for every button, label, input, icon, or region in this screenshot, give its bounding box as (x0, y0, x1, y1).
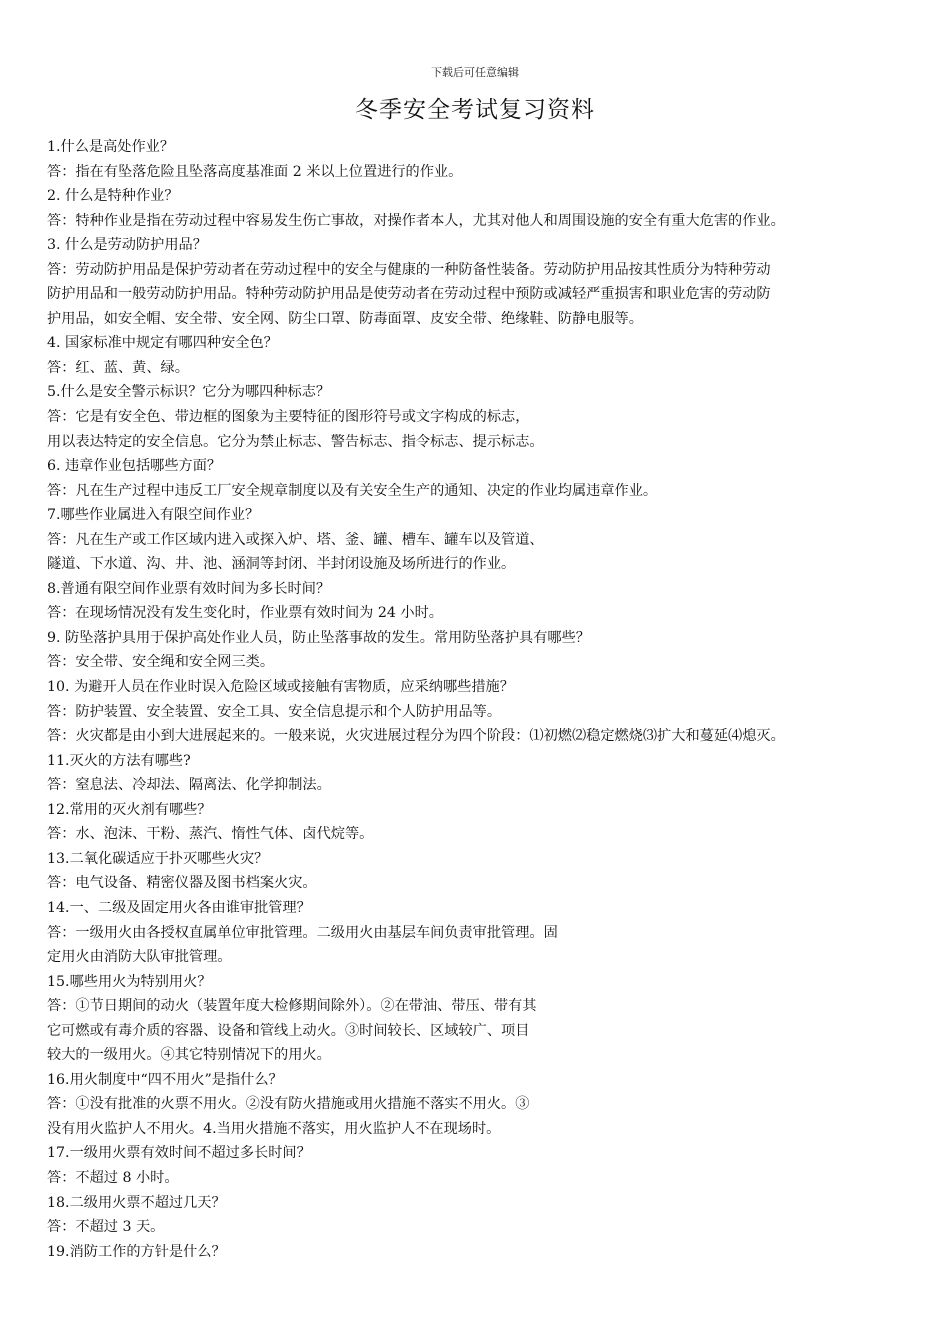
text-line: 答：①没有批准的火票不用火。②没有防火措施或用火措施不落实不用火。③ (47, 1096, 530, 1113)
text-line: 7.哪些作业属进入有限空间作业？ (47, 507, 260, 524)
text-line: 14.一、二级及固定用火各由谁审批管理？ (47, 899, 311, 916)
text-line: 16.用火制度中“四不用火”是指什么？ (47, 1071, 283, 1088)
text-line: 答：特种作业是指在劳动过程中容易发生伤亡事故，对操作者本人，尤其对他人和周围设施的安全有重大危害的作业。 (47, 212, 785, 229)
text-line: 2. 什么是特种作业？ (47, 188, 179, 205)
text-line: 13.二氧化碳适应于扑灭哪些火灾？ (47, 850, 269, 867)
text-line: 答：不超过 8 小时。 (47, 1169, 179, 1186)
text-line: 它可燃或有毒介质的容器、设备和管线上动火。③时间较长、区域较广、项目 (47, 1022, 530, 1039)
text-line: 答：指在有坠落危险且坠落高度基准面 2 米以上位置进行的作业。 (47, 163, 463, 180)
text-line: 11.灭火的方法有哪些? (47, 752, 191, 769)
document-body (47, 135, 917, 1264)
text-line: 答：电气设备、精密仪器及图书档案火灾。 (47, 875, 317, 892)
text-line: 6. 违章作业包括哪些方面？ (47, 458, 222, 475)
text-line: 答：它是有安全色、带边框的图象为主要特征的图形符号或文字构成的标志， (47, 409, 530, 426)
text-line: 3. 什么是劳动防护用品？ (47, 237, 207, 254)
text-line: 隧道、下水道、沟、井、池、涵洞等封闭、半封闭设施及场所进行的作业。 (47, 556, 516, 573)
text-line: 定用火由消防大队审批管理。 (47, 949, 232, 966)
text-line: 答：安全带、安全绳和安全网三类。 (47, 654, 275, 671)
text-line: 4. 国家标准中规定有哪四种安全色？ (47, 335, 278, 352)
text-line: 18.二级用火票不超过几天？ (47, 1194, 226, 1211)
document-title: 冬季安全考试复习资料 (355, 97, 595, 123)
text-line: 10. 为避开人员在作业时误入危险区域或接触有害物质，应采纳哪些措施？ (47, 679, 514, 696)
header-note: 下载后可任意编辑 (431, 66, 519, 79)
text-line: 答：凡在生产过程中违反工厂安全规章制度以及有关安全生产的通知、决定的作业均属违章作业。 (47, 482, 658, 499)
text-line: 答：不超过 3 天。 (47, 1219, 165, 1236)
text-line: 没有用火监护人不用火。4.当用火措施不落实，用火监护人不在现场时。 (47, 1120, 501, 1137)
text-line: 1.什么是高处作业？ (47, 139, 175, 155)
text-line: 12.常用的灭火剂有哪些？ (47, 801, 212, 818)
text-line: 较大的一级用火。④其它特别情况下的用火。 (47, 1047, 331, 1064)
text-line: 用以表达特定的安全信息。它分为禁止标志、警告标志、指令标志、提示标志。 (47, 433, 544, 450)
text-line: 答：一级用火由各授权直属单位审批管理。二级用火由基层车间负责审批管理。固 (47, 924, 558, 941)
text-line: 答：凡在生产或工作区域内进入或探入炉、塔、釜、罐、槽车、罐车以及管道、 (47, 531, 544, 548)
text-line: 8.普通有限空间作业票有效时间为多长时间？ (47, 580, 331, 597)
text-line: 答：劳动防护用品是保护劳动者在劳动过程中的安全与健康的一种防备性装备。劳动防护用品按其性质分为特种劳动 (47, 261, 771, 278)
text-line: 护用品，如安全帽、安全带、安全网、防尘口罩、防毒面罩、皮安全带、绝缘鞋、防静电服等。 (47, 310, 643, 327)
text-line: 答：在现场情况没有发生变化时，作业票有效时间为 24 小时。 (47, 605, 443, 622)
text-line: 5.什么是安全警示标识？它分为哪四种标志？ (47, 384, 331, 401)
text-line: 19.消防工作的方针是什么？ (47, 1243, 226, 1260)
text-line: 15.哪些用火为特别用火？ (47, 973, 212, 990)
text-line: 答：火灾都是由小到大进展起来的。一般来说，火灾进展过程分为四个阶段：⑴初燃⑵稳定燃烧⑶扩大和蔓延⑷熄灭。 (47, 728, 785, 745)
text-line: 答：防护装置、安全装置、安全工具、安全信息提示和个人防护用品等。 (47, 703, 502, 720)
text-line: 9. 防坠落护具用于保护高处作业人员，防止坠落事故的发生。常用防坠落护具有哪些？ (47, 629, 590, 646)
text-line: 17.一级用火票有效时间不超过多长时间？ (47, 1145, 311, 1162)
text-line: 答：窒息法、冷却法、隔离法、化学抑制法。 (47, 777, 331, 794)
text-line: 答：①节日期间的动火（装置年度大检修期间除外）。②在带油、带压、带有其 (47, 998, 537, 1015)
text-line: 答：红、蓝、黄、绿。 (47, 359, 189, 376)
text-line: 答：水、泡沫、干粉、蒸汽、惰性气体、卤代烷等。 (47, 826, 374, 843)
text-line: 防护用品和一般劳动防护用品。特种劳动防护用品是使劳动者在劳动过程中预防或减轻严重损害和职业危害的劳动防 (47, 286, 771, 303)
